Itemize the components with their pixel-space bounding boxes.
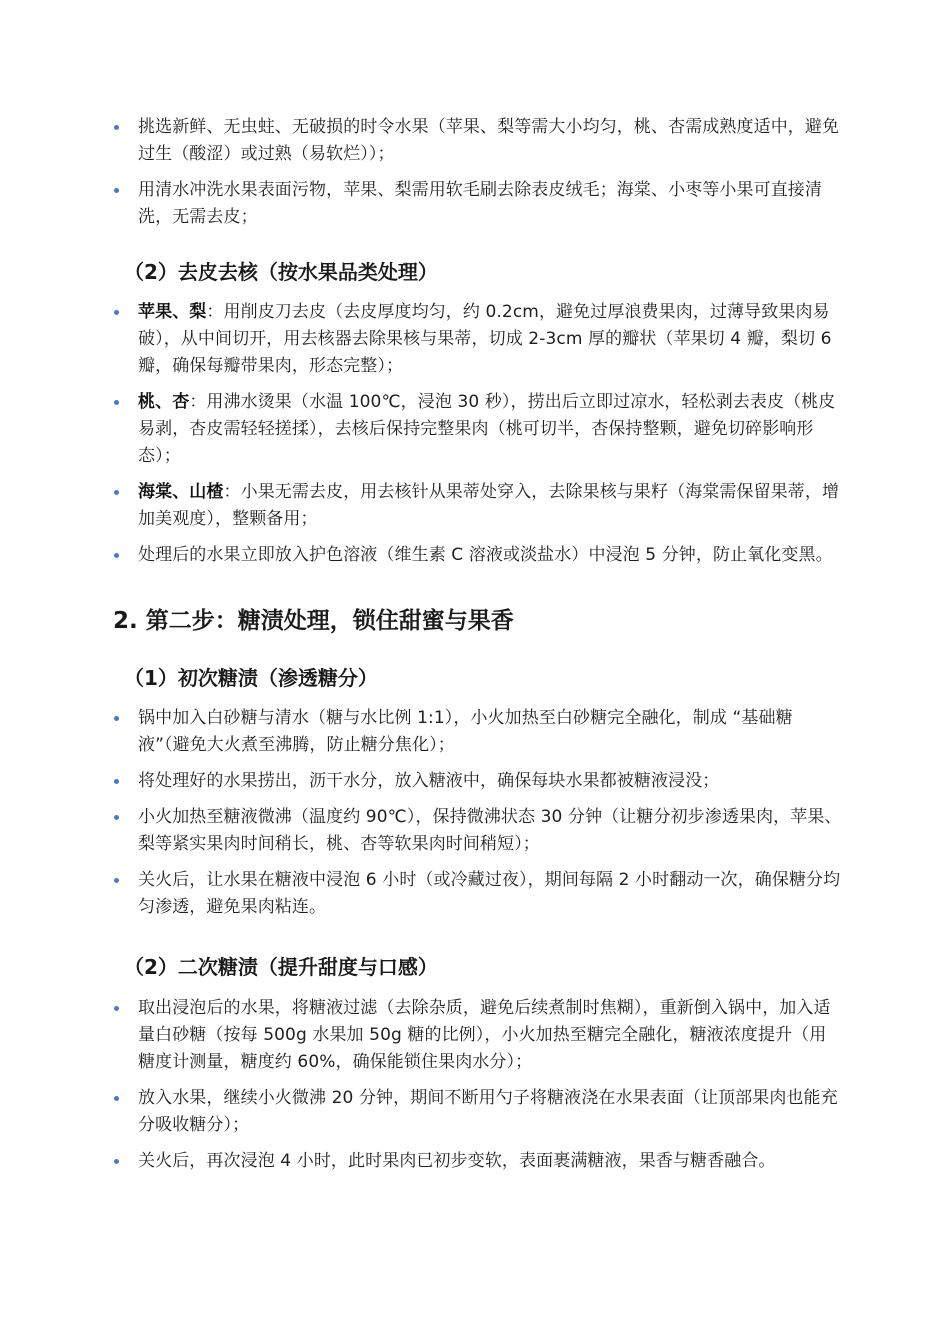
bullet-icon	[114, 1096, 119, 1101]
bullet-icon	[114, 878, 119, 883]
list-item	[112, 299, 842, 380]
bullet-icon	[114, 553, 119, 558]
list-item	[112, 1085, 842, 1139]
list-item	[112, 542, 842, 569]
bullet-icon	[114, 400, 119, 405]
section-heading-peel: （2）去皮去核（按水果品类处理）	[124, 260, 438, 284]
second-soak-list	[112, 995, 842, 1184]
list-item	[112, 867, 842, 921]
list-item-text: 放入水果，继续小火微沸 20 分钟，期间不断用勺子将糖液浇在水果表面（让顶部果肉也能充分吸收糖分）；	[138, 1088, 838, 1135]
bullet-icon	[114, 188, 119, 193]
list-item	[112, 768, 842, 795]
peel-list	[112, 299, 842, 578]
prep-list	[112, 114, 842, 240]
list-item-text: ：小果无需去皮，用去核针从果蒂处穿入，去除果核与果籽（海棠需保留果蒂，增加美观度），整颗备用；	[138, 482, 840, 529]
list-item	[112, 804, 842, 858]
list-item	[112, 995, 842, 1076]
list-item-text: 处理后的水果立即放入护色溶液（维生素 C 溶液或淡盐水）中浸泡 5 分钟，防止氧化变黑。	[138, 545, 833, 565]
list-item-text: 小火加热至糖液微沸（温度约 90℃），保持微沸状态 30 分钟（让糖分初步渗透果肉，苹果、梨等紧实果肉时间稍长，桃、杏等软果肉时间稍短）；	[138, 807, 842, 854]
list-item	[112, 705, 842, 759]
list-item-text: 关火后，让水果在糖液中浸泡 6 小时（或冷藏过夜），期间每隔 2 小时翻动一次，确保糖分均匀渗透，避免果肉粘连。	[138, 870, 841, 917]
bullet-icon	[114, 310, 119, 315]
bullet-icon	[114, 815, 119, 820]
list-item-text: ：用削皮刀去皮（去皮厚度均匀，约 0.2cm，避免过厚浪费果肉，过薄导致果肉易破），从中间切开，用去核器去除果核与果蒂，切成 2-3cm 厚的瓣状（苹果切 4 瓣，梨切 6 瓣，确保每瓣带果肉，形态完整）；	[138, 302, 832, 376]
first-soak-list	[112, 705, 842, 930]
list-item-text: ：用沸水烫果（水温 100℃，浸泡 30 秒），捞出后立即过凉水，轻松剥去表皮（桃皮易剥，杏皮需轻轻搓揉），去核后保持完整果肉（桃可切半，杏保持整颗，避免切碎影响形态）；	[138, 392, 836, 466]
bullet-icon	[114, 1159, 119, 1164]
list-item	[112, 389, 842, 470]
bullet-icon	[114, 716, 119, 721]
list-item-label: 海棠、山楂	[138, 482, 224, 502]
list-item	[112, 479, 842, 533]
bullet-icon	[114, 1006, 119, 1011]
section-heading-first-soak: （1）初次糖渍（渗透糖分）	[124, 666, 378, 690]
list-item-text: 锅中加入白砂糖与清水（糖与水比例 1:1），小火加热至白砂糖完全融化，制成 “基础糖液”（避免大火煮至沸腾，防止糖分焦化）；	[138, 708, 793, 755]
bullet-icon	[114, 490, 119, 495]
list-item	[112, 1148, 842, 1175]
step-two-heading: 2. 第二步：糖渍处理，锁住甜蜜与果香	[113, 608, 514, 634]
list-item-text: 用清水冲洗水果表面污物，苹果、梨需用软毛刷去除表皮绒毛；海棠、小枣等小果可直接清洗，无需去皮；	[138, 180, 822, 227]
bullet-icon	[114, 125, 119, 130]
bullet-icon	[114, 779, 119, 784]
list-item-label: 苹果、梨	[138, 302, 207, 322]
list-item	[112, 114, 842, 168]
list-item-label: 桃、杏	[138, 392, 190, 412]
section-heading-second-soak: （2）二次糖渍（提升甜度与口感）	[124, 955, 438, 979]
list-item-text: 挑选新鲜、无虫蛀、无破损的时令水果（苹果、梨等需大小均匀，桃、杏需成熟度适中，避免过生（酸涩）或过熟（易软烂））；	[138, 117, 840, 164]
list-item-text: 取出浸泡后的水果，将糖液过滤（去除杂质，避免后续煮制时焦糊），重新倒入锅中，加入适量白砂糖（按每 500g 水果加 50g 糖的比例），小火加热至糖完全融化，糖液浓度提升（用糖度计测量，糖度约 60%，确保能锁住果肉水分）；	[138, 998, 831, 1072]
list-item-text: 关火后，再次浸泡 4 小时，此时果肉已初步变软，表面裹满糖液，果香与糖香融合。	[138, 1151, 776, 1171]
list-item	[112, 177, 842, 231]
list-item-text: 将处理好的水果捞出，沥干水分，放入糖液中，确保每块水果都被糖液浸没；	[138, 771, 720, 791]
